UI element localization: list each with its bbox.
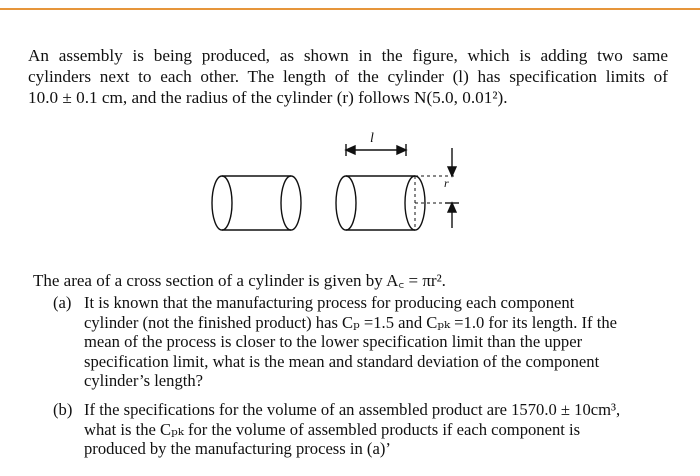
length-label: l <box>370 131 374 146</box>
part-b-label: (b) <box>53 400 73 419</box>
length-dimension <box>346 144 406 156</box>
part-a-label: (a) <box>53 293 72 312</box>
radius-label: r <box>444 176 449 190</box>
part-a-line: It is known that the manufacturing process for producing each component <box>84 293 575 312</box>
part-a-body <box>84 293 668 391</box>
part-a-line: specification limit, what is the mean and standard deviation of the component <box>84 351 600 371</box>
part-a-line: cylinder’s length? <box>84 371 204 391</box>
part-b-body <box>84 400 668 459</box>
part-a-line: mean of the process is closer to the lower specification limit than the upper <box>84 332 583 352</box>
part-b-line: If the specifications for the volume of an assembled product are 1570.0 ± 10cm³, <box>84 400 621 419</box>
right-cylinder <box>336 176 425 230</box>
intro-line-3: 10.0 ± 0.1 cm, and the radius of the cylinder (r) follows N(5.0, 0.01²). <box>28 88 508 107</box>
part-b-line: produced by the manufacturing process in (a)’ <box>84 439 391 459</box>
question-part-a <box>53 293 668 391</box>
part-b-line: what is the Cₚₖ for the volume of assembled products if each component is <box>84 419 581 439</box>
top-divider <box>0 8 700 10</box>
problem-intro <box>28 45 668 108</box>
intro-line-2: cylinders next to each other. The length of the cylinder (l) has specification limits of <box>28 67 668 86</box>
left-cylinder <box>212 176 301 230</box>
radius-dimension <box>415 148 459 228</box>
question-part-b <box>53 400 668 459</box>
intro-line-1: An assembly is being produced, as shown in the figure, which is adding two same <box>28 46 668 65</box>
cylinder-assembly-figure <box>200 130 480 250</box>
cross-section-area-text: The area of a cross section of a cylinder is given by A꜀ = πr². <box>33 271 446 290</box>
part-a-line: cylinder (not the finished product) has Cₚ =1.5 and Cₚₖ =1.0 for its length. If the <box>84 312 617 332</box>
